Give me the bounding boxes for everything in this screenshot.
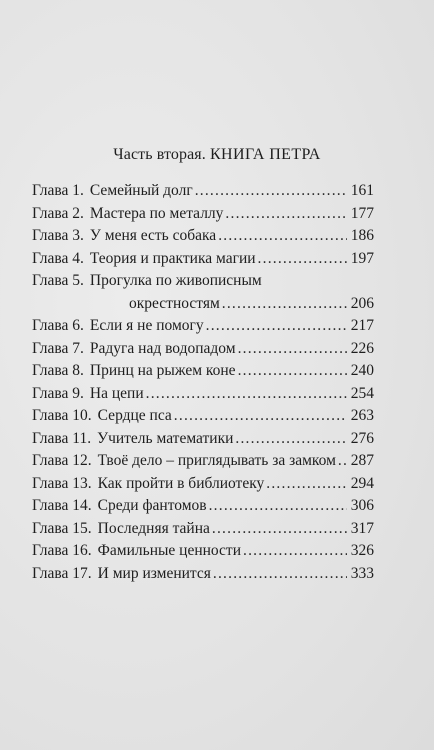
toc-leader-dots [238, 360, 347, 383]
toc-page-number: 161 [350, 182, 374, 199]
toc-chapter-number: Глава 11. [32, 429, 92, 447]
toc-chapter-number: Глава 14. [32, 497, 92, 514]
toc-entry-9 [32, 383, 374, 406]
toc-chapter-number: Глава 9. [32, 384, 84, 402]
part-title-book: КНИГА ПЕТРА [209, 146, 321, 163]
toc-page-number: 326 [350, 542, 374, 559]
toc-page-number: 287 [350, 452, 374, 469]
toc-entry-7 [32, 338, 374, 361]
toc-entry-14 [32, 495, 374, 518]
toc-page-number: 197 [350, 249, 374, 267]
toc-chapter-number: Глава 16. [32, 542, 92, 559]
toc-chapter-title: Прогулка по живописным [89, 272, 262, 289]
toc-entry-3 [32, 225, 374, 248]
toc-leader-dots [238, 338, 347, 361]
toc-entry-4 [32, 248, 374, 271]
toc-chapter-title: Сердце пса [97, 407, 172, 424]
toc-chapter-title: Если я не помогу [89, 317, 204, 334]
toc-chapter-number: Глава 4. [32, 249, 84, 267]
toc-leader-dots [213, 563, 347, 586]
toc-chapter-title: Последняя тайна [97, 519, 210, 537]
toc-chapter-title: Радуга над водопадом [89, 339, 236, 357]
part-title-prefix: Часть вторая. [113, 146, 206, 163]
toc-chapter-title-continued: окрестностям [129, 294, 220, 312]
toc-leader-dots [146, 383, 347, 406]
toc-entry-5-line-2 [32, 293, 374, 316]
toc-leader-dots [258, 248, 347, 271]
toc-entry-1 [32, 180, 374, 203]
toc-chapter-title: Среди фантомов [97, 497, 207, 514]
toc-leader-dots [174, 405, 347, 428]
toc-entry-5-line-1 [32, 270, 374, 293]
toc-chapter-number: Глава 1. [32, 182, 84, 199]
toc-page-number: 186 [350, 227, 374, 244]
toc-chapter-title: Учитель математики [97, 429, 234, 447]
toc-entry-16 [32, 540, 374, 563]
toc-chapter-number: Глава 13. [32, 474, 92, 492]
toc-chapter-title: У меня есть собака [89, 227, 217, 244]
toc-chapter-title: Принц на рыжем коне [89, 362, 236, 379]
toc-chapter-number: Глава 7. [32, 339, 84, 357]
toc-chapter-title: Твоё дело – приглядывать за замком [97, 452, 336, 469]
toc-chapter-number: Глава 12. [32, 452, 92, 469]
toc-chapter-title: Как пройти в библиотеку [97, 474, 265, 492]
toc-page-number: 294 [350, 474, 374, 492]
toc-chapter-title: На цепи [89, 384, 144, 402]
toc-chapter-title: Фамильные ценности [97, 542, 242, 559]
toc-chapter-number: Глава 5. [32, 272, 84, 289]
toc-leader-dots [212, 518, 347, 541]
toc-page-number: 306 [350, 497, 374, 514]
toc-entry-11 [32, 428, 374, 451]
toc-leader-dots [338, 450, 347, 473]
toc-chapter-number: Глава 10. [32, 407, 92, 424]
toc-entry-8 [32, 360, 374, 383]
toc-leader-dots [195, 180, 347, 203]
toc-page-number: 263 [350, 407, 374, 424]
toc-chapter-number: Глава 17. [32, 564, 92, 582]
toc-page-number: 317 [350, 519, 374, 537]
toc-leader-dots [243, 540, 347, 563]
toc-leader-dots [206, 315, 347, 338]
toc-entry-6 [32, 315, 374, 338]
toc-chapter-title: Мастера по металлу [89, 204, 224, 222]
toc-chapter-number: Глава 6. [32, 317, 84, 334]
toc-chapter-title: Теория и практика магии [89, 249, 256, 267]
toc-entry-15 [32, 518, 374, 541]
toc-chapter-number: Глава 2. [32, 204, 84, 222]
toc-chapter-title: Семейный долг [89, 182, 193, 199]
toc-page-number: 276 [350, 429, 374, 447]
toc-page-number: 254 [350, 384, 374, 402]
toc-entry-12 [32, 450, 374, 473]
toc-leader-dots [218, 225, 347, 248]
toc-entry-10 [32, 405, 374, 428]
toc-chapter-number: Глава 15. [32, 519, 92, 537]
toc-chapter-number: Глава 3. [32, 227, 84, 244]
toc-entry-2 [32, 203, 374, 226]
toc-entry-13 [32, 473, 374, 496]
toc-entry-17 [32, 563, 374, 586]
toc-page-number: 333 [350, 564, 374, 582]
table-of-contents [32, 180, 374, 585]
toc-leader-dots [209, 495, 347, 518]
toc-page-number: 177 [350, 204, 374, 222]
toc-leader-dots [225, 203, 346, 226]
toc-page-number: 226 [350, 339, 374, 357]
toc-chapter-number: Глава 8. [32, 362, 84, 379]
toc-page-number: 217 [350, 317, 374, 334]
toc-page-number: 240 [350, 362, 374, 379]
part-title [0, 146, 434, 164]
toc-leader-dots [266, 473, 346, 496]
toc-page-number: 206 [350, 294, 374, 312]
toc-leader-dots [235, 428, 346, 451]
toc-chapter-title: И мир изменится [97, 564, 211, 582]
toc-leader-dots [222, 293, 347, 316]
